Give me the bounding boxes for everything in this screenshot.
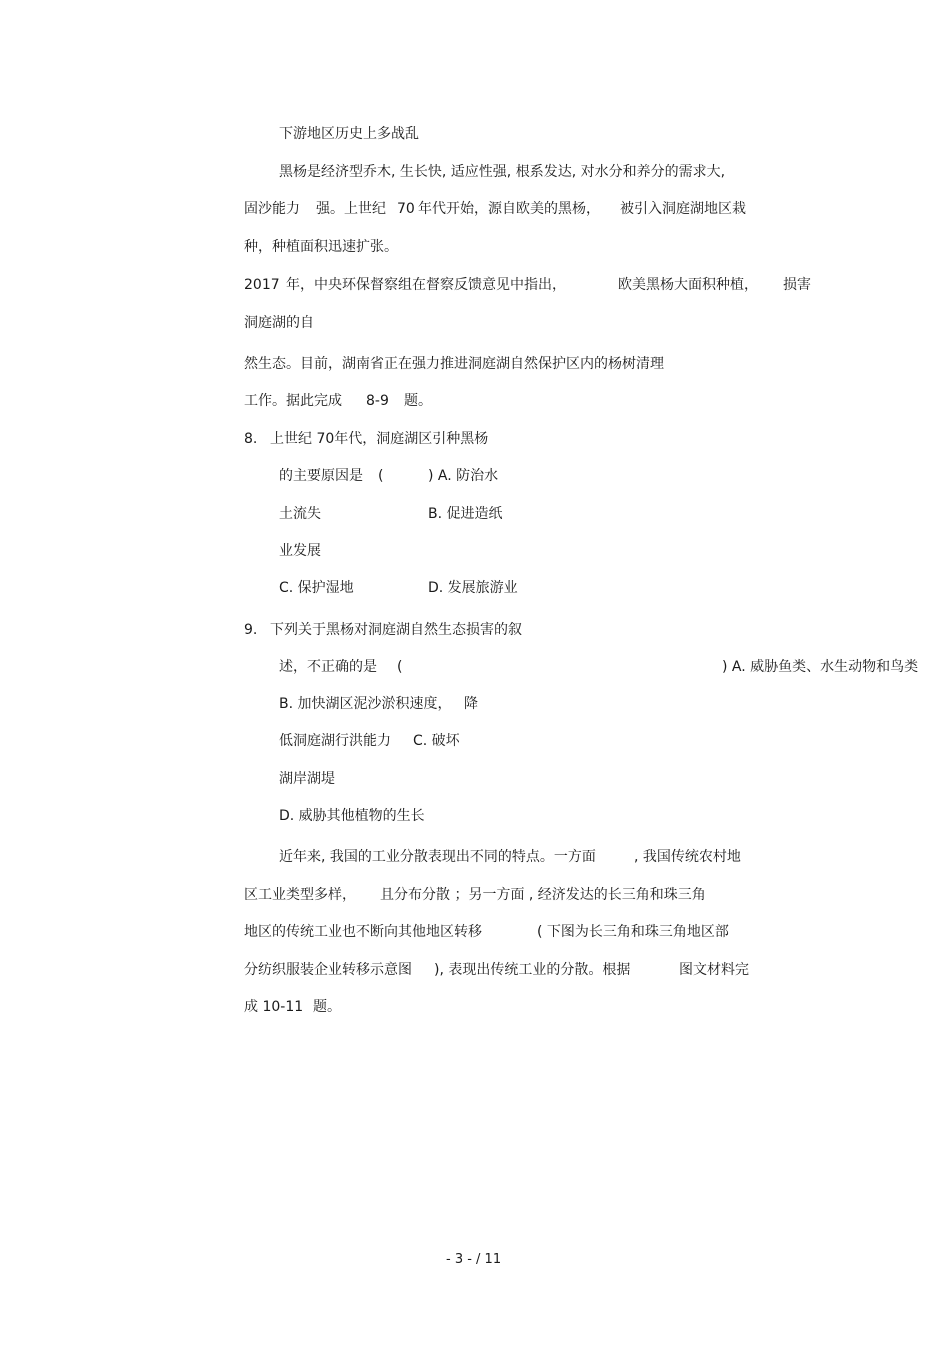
q9-option-a: ) A. 威胁鱼类、水生动物和鸟类 [722, 659, 919, 675]
passage1-line5a: 2017 [244, 277, 280, 293]
q8-stem-line2a: 的主要原因是 [279, 468, 363, 484]
passage1-line3c: 70 [397, 201, 415, 217]
passage1-line7: 然生态。目前，湖南省正在强力推进洞庭湖自然保护区内的杨树清理 [244, 356, 664, 372]
q8-option-b: B. 促进造纸 [428, 506, 503, 522]
passage1-line3b: 强。上世纪 [316, 201, 386, 217]
passage2-line2a: 区工业类型多样， [244, 887, 356, 903]
passage2-line3a: 地区的传统工业也不断向其他地区转移 [244, 924, 482, 940]
q9-option-c: C. 破坏 [413, 733, 460, 749]
q8-option-a-cont: 土流失 [279, 506, 321, 522]
q8-option-d: D. 发展旅游业 [428, 580, 518, 596]
passage1-line4: 种，种植面积迅速扩张。 [244, 239, 398, 255]
q9-option-c-cont: 湖岸湖堤 [279, 771, 335, 787]
passage2-line5a: 成 10-11 [244, 999, 304, 1015]
passage1-line5c: 欧美黑杨大面积种植， [618, 277, 758, 293]
passage2-line1b: , 我国传统农村地 [634, 849, 741, 865]
passage1-line2: 黑杨是经济型乔木, 生长快, 适应性强, 根系发达, 对水分和养分的需求大, [279, 164, 726, 180]
q8-bracket-open: ( [378, 468, 384, 484]
q9-number: 9. [244, 622, 258, 638]
passage1-line3e: 被引入洞庭湖地区栽 [620, 201, 746, 217]
passage2-line4a: 分纺织服装企业转移示意图 [244, 962, 412, 978]
q9-option-b-cont: 降 [464, 696, 478, 712]
passage2-line2b: 且分布分散 ；另一方面 , 经济发达的长三角和珠三角 [380, 887, 706, 903]
passage1-line8a: 工作。据此完成 [244, 393, 342, 409]
passage2-line3b: ( 下图为长三角和珠三角地区部 [537, 924, 729, 940]
passage1-line3d: 年代开始，源自欧美的黑杨， [418, 201, 600, 217]
q8-option-c: C. 保护湿地 [279, 580, 354, 596]
q8-option-b-cont: 业发展 [279, 543, 321, 559]
page-number: - 3 - / 11 [446, 1252, 502, 1267]
q9-option-b: B. 加快湖区泥沙淤积速度， [279, 696, 452, 712]
passage1-line5b: 年，中央环保督察组在督察反馈意见中指出， [286, 277, 566, 293]
passage1-line6: 洞庭湖的自 [244, 315, 314, 331]
q9-stem-line1: 下列关于黑杨对洞庭湖自然生态损害的叙 [270, 622, 522, 638]
passage1-line8b: 8-9 [366, 393, 389, 409]
passage2-line4c: 图文材料完 [679, 962, 749, 978]
passage1-line3a: 固沙能力 [244, 201, 300, 217]
passage2-line5b: 题。 [313, 999, 341, 1015]
passage1-line8c: 题。 [404, 393, 432, 409]
passage1-line1: 下游地区历史上多战乱 [279, 126, 419, 142]
q8-stem-line1: 上世纪 70年代，洞庭湖区引种黑杨 [270, 431, 489, 447]
q9-option-b-end: 低洞庭湖行洪能力 [279, 733, 391, 749]
passage1-line5d: 损害 [783, 277, 811, 293]
q9-option-d: D. 威胁其他植物的生长 [279, 808, 425, 824]
q9-stem-line2a: 述，不正确的是 [279, 659, 377, 675]
q8-option-a-start: ) A. 防治水 [428, 468, 499, 484]
q9-bracket-open: ( [397, 659, 403, 675]
q8-number: 8. [244, 431, 258, 447]
passage2-line1a: 近年来, 我国的工业分散表现出不同的特点。一方面 [279, 849, 596, 865]
passage2-line4b: ), 表现出传统工业的分散。根据 [434, 962, 631, 978]
